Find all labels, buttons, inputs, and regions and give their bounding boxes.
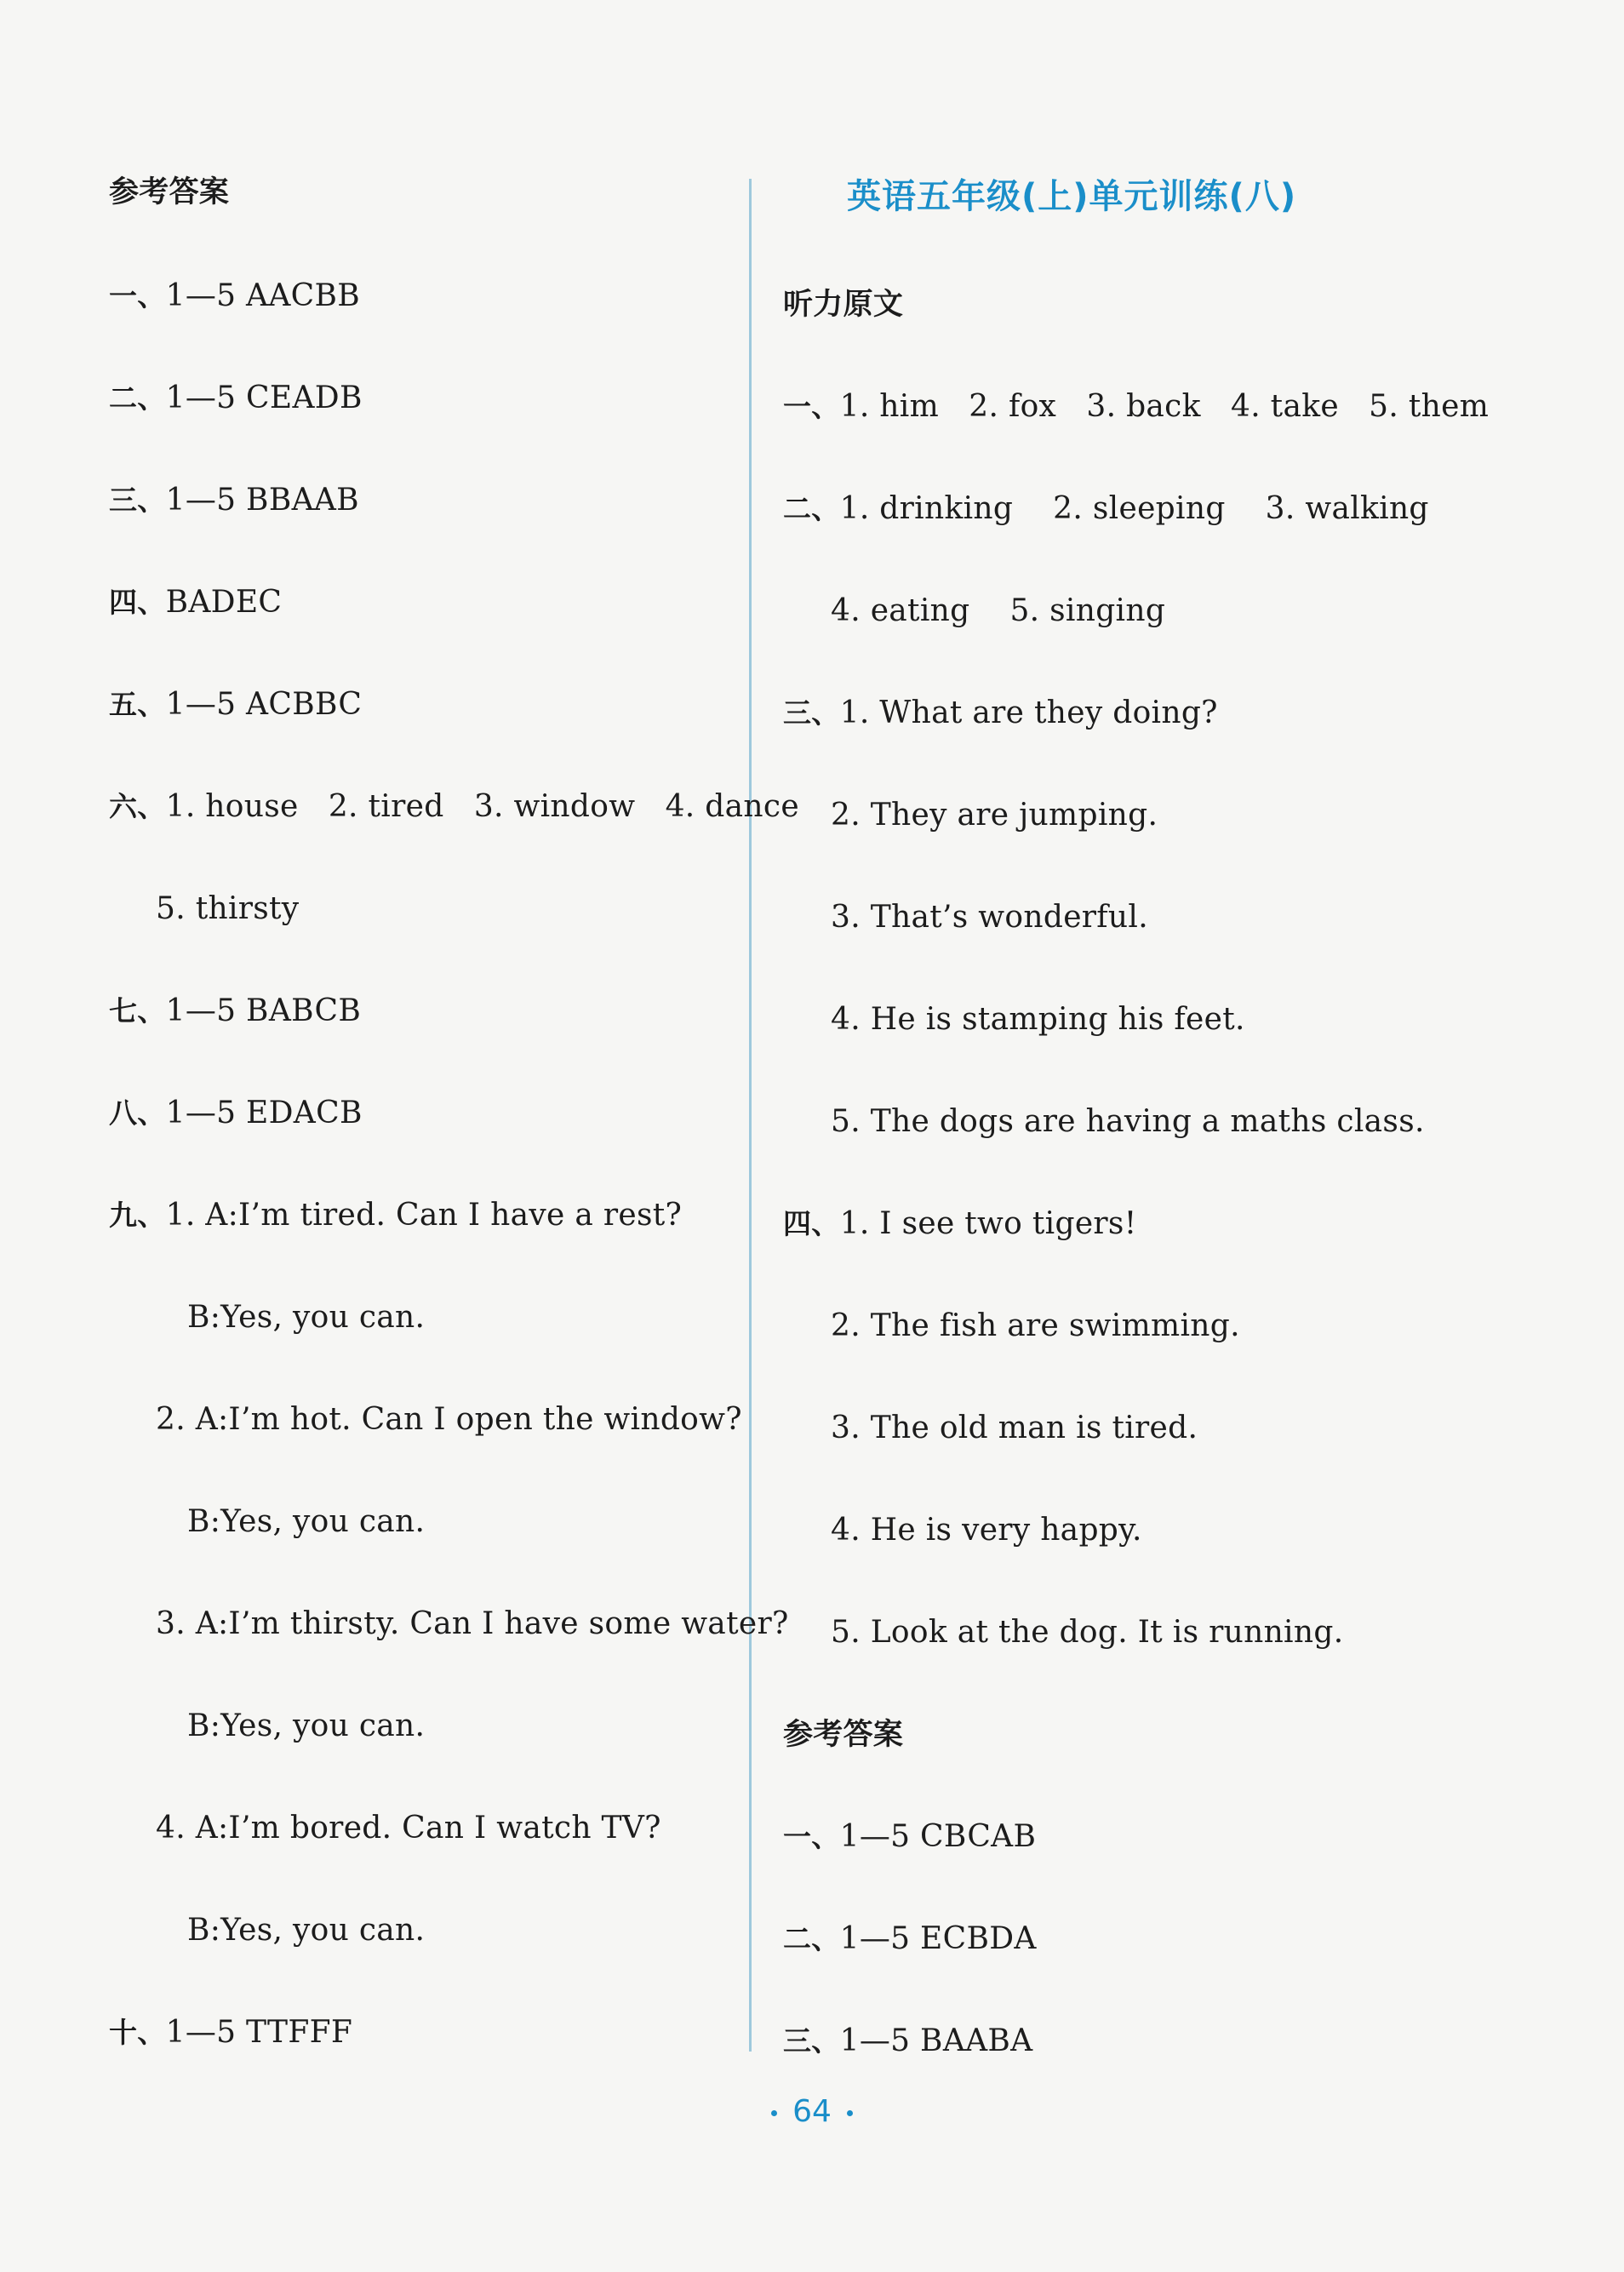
bullet-icon bbox=[771, 2110, 777, 2116]
transcript-line: 3. That’s wonderful. bbox=[831, 900, 1148, 935]
answer-line: 七、1—5 BABCB bbox=[109, 993, 362, 1028]
answer-line: B:Yes, you can. bbox=[187, 1300, 426, 1335]
transcript-line: 4. He is stamping his feet. bbox=[831, 1002, 1245, 1037]
answer-line: 二、1—5 CEADB bbox=[109, 381, 363, 415]
transcript-heading: 听力原文 bbox=[783, 288, 904, 322]
answer-line: 四、BADEC bbox=[109, 585, 283, 620]
unit-title: 英语五年级(上)单元训练(八) bbox=[847, 177, 1297, 216]
answer-line: 5. thirsty bbox=[156, 891, 300, 926]
answer-line: 2. A:I’m hot. Can I open the window? bbox=[156, 1402, 742, 1437]
transcript-line: 一、1. him 2. fox 3. back 4. take 5. them bbox=[783, 389, 1490, 424]
transcript-line: 4. eating 5. singing bbox=[831, 593, 1166, 628]
answer-line: 三、1—5 BAABA bbox=[783, 2023, 1033, 2058]
answer-line: 三、1—5 BBAAB bbox=[109, 483, 359, 518]
answer-line: B:Yes, you can. bbox=[187, 1708, 426, 1743]
answer-line: 九、1. A:I’m tired. Can I have a rest? bbox=[109, 1198, 683, 1233]
answer-line: 八、1—5 EDACB bbox=[109, 1096, 363, 1130]
answer-line: 一、1—5 CBCAB bbox=[783, 1819, 1037, 1854]
transcript-line: 2. The fish are swimming. bbox=[831, 1308, 1240, 1343]
answer-line: B:Yes, you can. bbox=[187, 1913, 426, 1948]
answer-line: B:Yes, you can. bbox=[187, 1504, 426, 1539]
transcript-line: 5. Look at the dog. It is running. bbox=[831, 1615, 1344, 1650]
answer-line: 一、1—5 AACBB bbox=[109, 278, 361, 313]
transcript-line: 2. They are jumping. bbox=[831, 798, 1158, 833]
answers-heading: 参考答案 bbox=[109, 175, 230, 209]
answer-line: 二、1—5 ECBDA bbox=[783, 1921, 1037, 1956]
transcript-line: 3. The old man is tired. bbox=[831, 1411, 1198, 1445]
answer-line: 六、1. house 2. tired 3. window 4. dance bbox=[109, 789, 799, 824]
transcript-line: 三、1. What are they doing? bbox=[783, 695, 1218, 730]
answer-line: 3. A:I’m thirsty. Can I have some water? bbox=[156, 1606, 789, 1641]
answer-line: 五、1—5 ACBBC bbox=[109, 687, 363, 722]
bullet-icon bbox=[847, 2110, 853, 2116]
answer-line: 十、1—5 TTFFF bbox=[109, 2015, 353, 2050]
page-number: 64 bbox=[0, 2094, 1624, 2129]
answers-heading-right: 参考答案 bbox=[783, 1718, 904, 1752]
column-divider bbox=[749, 179, 752, 2052]
transcript-line: 二、1. drinking 2. sleeping 3. walking bbox=[783, 491, 1429, 526]
transcript-line: 4. He is very happy. bbox=[831, 1513, 1142, 1548]
answer-line: 4. A:I’m bored. Can I watch TV? bbox=[156, 1811, 661, 1846]
transcript-line: 四、1. I see two tigers! bbox=[783, 1206, 1137, 1241]
transcript-line: 5. The dogs are having a maths class. bbox=[831, 1104, 1425, 1139]
